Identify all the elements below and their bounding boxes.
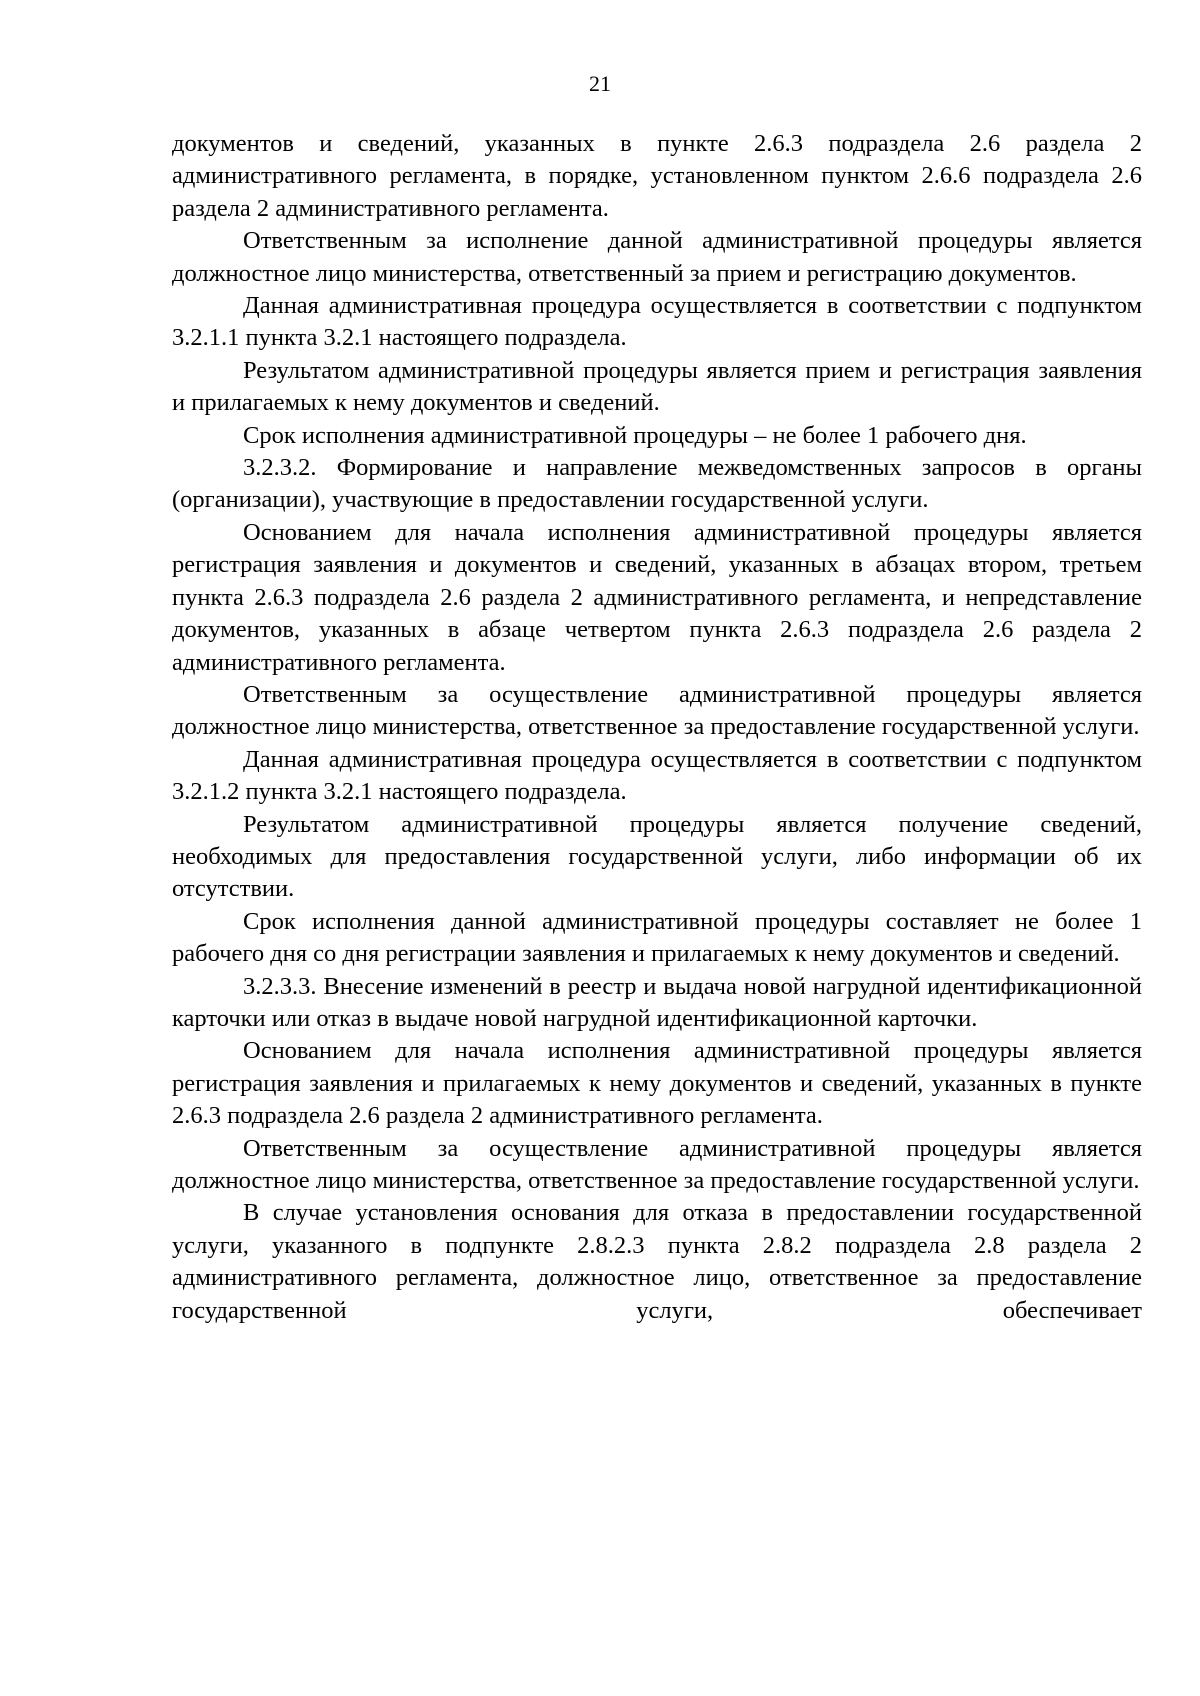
- paragraph: Основанием для начала исполнения административной процедуры является регистрация заявления и документов и сведений, указанных в абзацах втором, третьем пункта 2.6.3 подраздела 2.6 раздела 2 административного регламента, и непредставление документов, указанных в абзаце четвертом пункта 2.6.3 подраздела 2.6 раздела 2 административного регламента.: [172, 518, 1142, 676]
- paragraph: Данная административная процедура осуществляется в соответствии с подпунктом 3.2.1.1 пункта 3.2.1 настоящего подраздела.: [172, 292, 1142, 352]
- paragraph: Срок исполнения данной административной процедуры составляет не более 1 рабочего дня со дня регистрации заявления и прилагаемых к нему документов и сведений.: [172, 907, 1142, 968]
- paragraph: Результатом административной процедуры является прием и регистрация заявления и прилагаемых к нему документов и сведений.: [172, 356, 1142, 417]
- section-heading-3-2-3-3: 3.2.3.3. Внесение изменений в реестр и выдача новой нагрудной идентификационной карточки или отказ в выдаче новой нагрудной идентификационной карточки.: [172, 972, 1142, 1032]
- paragraph: Срок исполнения административной процедуры – не более 1 рабочего дня.: [243, 421, 1027, 449]
- paragraph: Данная административная процедура осуществляется в соответствии с подпунктом 3.2.1.2 пункта 3.2.1 настоящего подраздела.: [172, 745, 1142, 806]
- section-heading-3-2-3-2: 3.2.3.2. Формирование и направление межведомственных запросов в органы (организации), участвующие в предоставлении государственной услуги.: [172, 454, 1142, 514]
- paragraph: Ответственным за осуществление административной процедуры является должностное лицо министерства, ответственное за предоставление государственной услуги.: [172, 680, 1142, 741]
- paragraph-continuation: документов и сведений, указанных в пункте 2.6.3 подраздела 2.6 раздела 2 административного регламента, в порядке, установленном пунктом 2.6.6 подраздела 2.6 раздела 2 административного регламента.: [172, 130, 1142, 222]
- paragraph: Результатом административной процедуры является получение сведений, необходимых для предоставления государственной услуги, либо информации об их отсутствии.: [172, 810, 1142, 903]
- paragraph: Основанием для начала исполнения административной процедуры является регистрация заявления и прилагаемых к нему документов и сведений, указанных в пункте 2.6.3 подраздела 2.6 раздела 2 административного регламента.: [172, 1037, 1142, 1130]
- document-body: [172, 128, 1142, 1327]
- paragraph: Ответственным за исполнение данной административной процедуры является должностное лицо министерства, ответственный за прием и регистрацию документов.: [172, 227, 1142, 287]
- paragraph: Ответственным за осуществление административной процедуры является должностное лицо министерства, ответственное за предоставление государственной услуги.: [172, 1134, 1142, 1194]
- paragraph-truncated: В случае установления основания для отказа в предоставлении государственной услуги, указанного в подпункте 2.8.2.3 пункта 2.8.2 подраздела 2.8 раздела 2 административного регламента, должностное лицо, ответственное за предоставление государственной услуги, обеспечивает: [172, 1199, 1142, 1324]
- page-number: 21: [589, 71, 611, 96]
